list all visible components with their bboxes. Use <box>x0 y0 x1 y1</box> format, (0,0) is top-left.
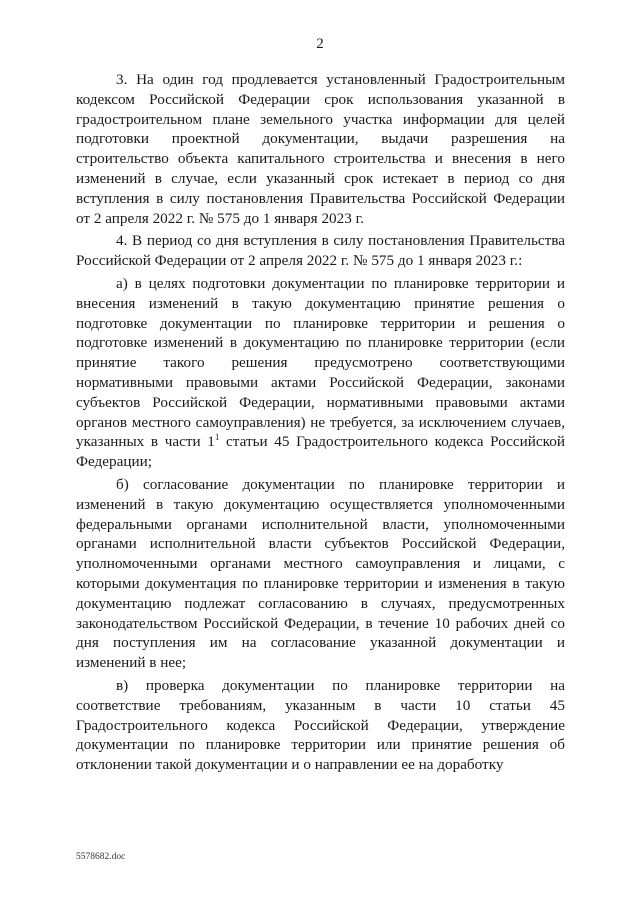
paragraph-4a-text-end: статьи 45 Градостроительного кодекса Российской Федерации; <box>76 433 565 471</box>
page-number: 2 <box>316 36 324 52</box>
paragraph-4v: в) проверка документации по планировке территории на соответствие требованиям, указанным в части 10 статьи 45 Градостроительного кодекса Российской Федерации, утверждение документации по планировке территории или принятие решения об отклонении такой документации и о направлении ее на доработку <box>76 676 565 774</box>
paragraph-4b: б) согласование документации по планировке территории и изменений в такую документацию осуществляется уполномоченными федеральными органами исполнительной власти, уполномоченными органами исполнительной власти субъектов Российской Федерации, уполномоченными органами местного самоуправления и лицами, с которыми документация по планировке территории и изменения в такую документацию подлежат согласованию в случаях, предусмотренных законодательством Российской Федерации, в течение 10 рабочих дней со дня поступления им на согласование указанной документации и изменений в нее; <box>76 475 565 672</box>
document-body <box>76 70 565 775</box>
paragraph-4a-text: а) в целях подготовки документации по планировке территории и внесения изменений в такую документацию принятие решения о подготовке документации по планировке территории и решения о подготовке изменений в документацию по планировке территории (если принятие такого решения предусмотрено соответствующими нормативными правовыми актами Российской Федерации, законами субъектов Российской Федерации, нормативными правовыми актами органов местного самоуправления) не требуется, за исключением случаев, указанных в части 1 <box>76 274 565 451</box>
footer-filename: 5578682.doc <box>76 852 126 862</box>
paragraph-4: 4. В период со дня вступления в силу постановления Правительства Российской Федерации от 2 апреля 2022 г. № 575 до 1 января 2023 г.: <box>76 232 565 270</box>
paragraph-3: 3. На один год продлевается установленный Градостроительным кодексом Российской Федерации срок использования указанной в градостроительном плане земельного участка информации для целей подготовки проектной документации, выдачи разрешения на строительство объекта капитального строительства и внесения в него изменений в случае, если указанный срок истекает в период со дня вступления в силу постановления Правительства Российской Федерации от 2 апреля 2022 г. № 575 до 1 января 2023 г. <box>76 71 565 227</box>
superscript-1: 1 <box>214 432 220 443</box>
paragraph-4a <box>76 274 565 472</box>
